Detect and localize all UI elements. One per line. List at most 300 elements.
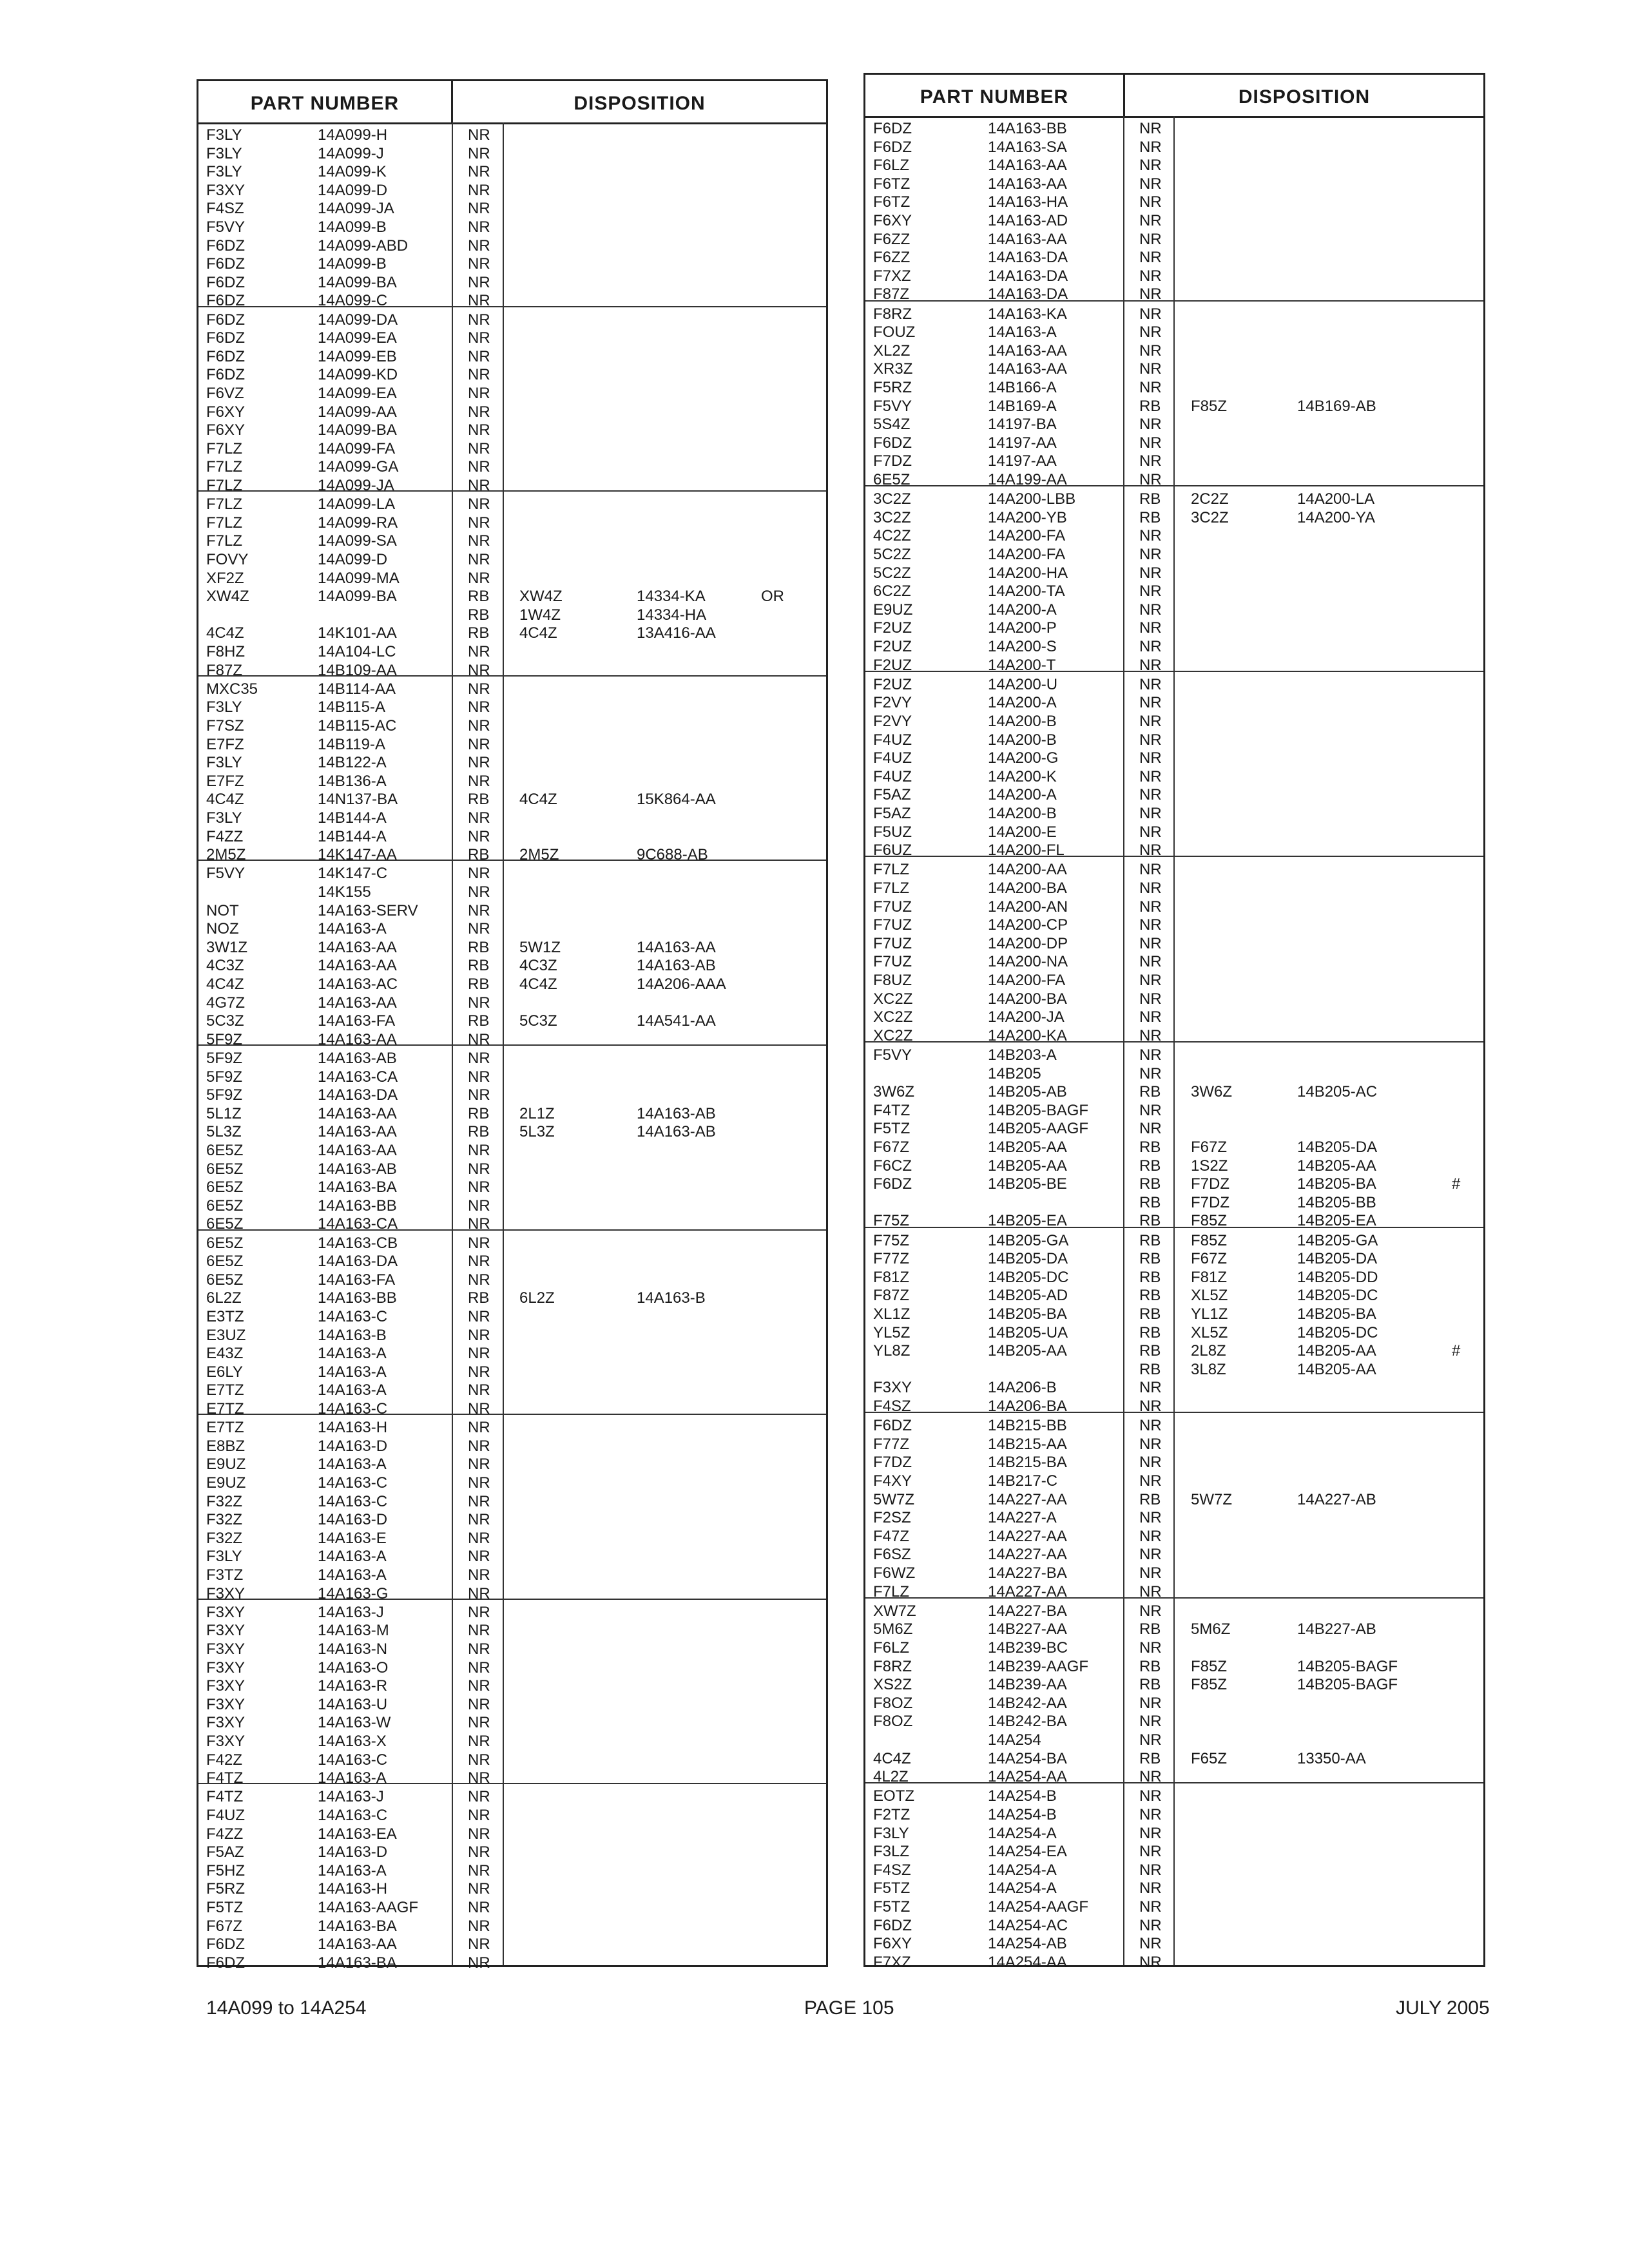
table-row [865,879,1483,898]
row-group [198,307,826,492]
part-number: 14A163-DA [318,1253,398,1271]
row-group [865,857,1483,1043]
disposition-code: NR [1139,545,1162,563]
part-number: 14A099-JA [318,200,394,218]
table-row [865,638,1483,657]
part-number: 14A254-B [988,1805,1057,1823]
table-row [865,1861,1483,1880]
disposition-code: NR [468,1898,490,1916]
disposition-code: NR [468,1677,490,1695]
table-row [865,1564,1483,1583]
part-number: 14A099-BA [318,273,397,291]
part-prefix: XC2Z [873,990,913,1008]
part-prefix: F67Z [873,1139,910,1156]
table-row [198,1622,826,1640]
table-row [198,920,826,939]
part-prefix: 3C2Z [873,490,911,508]
table-row [865,1787,1483,1806]
part-prefix: F3XY [206,1714,246,1732]
disposition-code: NR [468,458,490,476]
disposition-code: RB [1139,1342,1161,1360]
table-row [865,749,1483,768]
part-prefix: F2UZ [873,675,912,693]
disposition-code: NR [468,1843,490,1861]
disposition-code: NR [1139,212,1162,229]
disposition-code: RB [468,1123,490,1141]
table-row [865,1008,1483,1027]
part-prefix: XL2Z [873,341,911,360]
table-row [198,1160,826,1179]
table-row [865,823,1483,842]
part-prefix: F7LZ [873,1582,910,1600]
part-prefix: F3XY [206,1732,246,1750]
row-group [865,116,1483,302]
table-row [198,809,826,828]
part-prefix: NOZ [206,920,239,938]
replacement-prefix: 5C3Z [519,1012,557,1030]
disposition-code: NR [468,1548,490,1566]
table-row [198,458,826,477]
part-number: 14A099-DA [318,311,398,329]
table-row [198,624,826,643]
table-row [198,1880,826,1899]
disposition-code: NR [1139,157,1162,175]
part-prefix: F3LY [206,698,242,716]
part-number: 14A163-AB [318,1050,397,1067]
part-number: 14A200-LBB [988,490,1076,508]
disposition-code: NR [1139,1824,1162,1842]
part-number: 14K101-AA [318,624,397,642]
replacement-number: 14A163-B [637,1289,706,1307]
part-number: 14B205-EA [988,1212,1067,1230]
part-number: 14A163-BA [318,1917,397,1935]
disposition-code: RB [468,975,490,993]
table-row [865,1046,1483,1065]
disposition-code: NR [468,1271,490,1289]
disposition-code: NR [1139,285,1162,303]
part-number: 14A163-FA [318,1012,396,1030]
table-row [198,1086,826,1105]
part-number: 14B205 [988,1064,1041,1082]
table-row [198,126,826,145]
part-prefix: E43Z [206,1345,244,1363]
part-number: 14197-AA [988,452,1057,470]
note: OR [761,588,784,606]
part-number: 14A227-AA [988,1546,1067,1564]
part-prefix: 3C2Z [873,508,911,526]
part-number: 14B115-AC [318,716,397,735]
part-prefix: F3LY [873,1824,909,1842]
part-prefix: F3TZ [206,1566,244,1584]
right-table-header [865,75,1483,118]
table-row [198,532,826,551]
part-number: 14A200-BA [988,879,1067,897]
table-row [198,218,826,237]
part-prefix: F32Z [206,1529,243,1547]
replacement-prefix: 2L8Z [1191,1342,1226,1360]
disposition-code: NR [468,1917,490,1935]
part-number: 14A163-AA [318,957,397,975]
disposition-code: NR [468,1215,490,1233]
part-number: 14A099-AA [318,403,397,421]
disposition-code: RB [468,606,490,624]
part-prefix: F8RZ [873,1657,912,1675]
disposition-code: NR [468,1566,490,1584]
part-prefix: F4TZ [206,1788,244,1806]
disposition-code: NR [1139,786,1162,804]
part-prefix: XC2Z [873,1008,913,1026]
part-number: 14A254-AA [988,1768,1067,1786]
part-prefix: F4UZ [873,731,912,749]
table-row [198,1123,826,1142]
table-row [198,421,826,440]
part-prefix: E7TZ [206,1399,244,1418]
part-number: 14A163-A [318,1381,387,1399]
disposition-code: NR [468,1196,490,1215]
table-row [198,865,826,883]
replacement-number: 14A200-LA [1297,490,1375,508]
row-group [865,672,1483,858]
table-row [198,1050,826,1068]
disposition-code: NR [468,1529,490,1547]
disposition-code: NR [468,1030,490,1048]
part-prefix: 6E5Z [206,1253,244,1271]
table-row [865,546,1483,564]
part-prefix: MXC35 [206,680,258,698]
part-prefix: 4C4Z [873,1749,911,1767]
table-row [198,1068,826,1087]
part-number: 14A254-AB [988,1935,1067,1953]
part-number: 14A163-HA [988,193,1068,211]
table-row [865,1361,1483,1379]
disposition-code: NR [1139,749,1162,767]
disposition-code: NR [1139,1417,1162,1435]
table-row [198,1899,826,1917]
part-prefix: XC2Z [873,1026,913,1044]
part-number: 14A099-LA [318,495,396,514]
table-row [865,1175,1483,1194]
table-row [198,348,826,367]
part-prefix: F2VY [873,712,912,730]
table-row [198,1825,826,1844]
replacement-number: 14B169-AB [1297,397,1376,415]
part-prefix: F7UZ [873,953,912,971]
part-number: 14B205-DC [988,1268,1069,1286]
disposition-code: NR [1139,452,1162,470]
replacement-number: 14334-HA [637,606,707,624]
part-number: 14B203-A [988,1046,1057,1064]
disposition-code: NR [1139,527,1162,545]
part-number: 14A099-SA [318,532,397,550]
part-prefix: F3LY [206,144,242,162]
part-prefix: F7LZ [206,458,243,476]
part-prefix: NOT [206,901,239,919]
table-row [198,1511,826,1530]
replacement-prefix: XL5Z [1191,1323,1228,1341]
disposition-code: NR [1139,916,1162,934]
part-prefix: 3W6Z [873,1083,915,1101]
table-row [198,1308,826,1327]
row-group [198,1415,826,1600]
disposition-code: NR [1139,138,1162,156]
replacement-number: 14A541-AA [637,1012,716,1030]
part-prefix: 6C2Z [873,582,911,601]
part-prefix: F5VY [206,218,246,236]
disposition-code: NR [468,181,490,199]
replacement-prefix: 4C4Z [519,791,557,809]
disposition-code: NR [1139,230,1162,248]
part-number: 14197-BA [988,416,1057,434]
part-number: 14A099-H [318,126,388,144]
disposition-code: RB [468,938,490,956]
replacement-number: 14B205-DC [1297,1287,1378,1305]
disposition-code: NR [1139,861,1162,879]
table-row [865,972,1483,990]
replacement-number: 14B205-DA [1297,1250,1378,1268]
table-row [198,588,826,606]
part-number: 14A163-AB [318,1160,397,1178]
table-row [198,1566,826,1585]
disposition-code: NR [468,366,490,384]
part-prefix: F7UZ [873,916,912,934]
part-prefix: F5RZ [206,1880,245,1898]
table-row [865,861,1483,879]
part-number: 14A163-AA [988,175,1067,193]
disposition-code: NR [1139,267,1162,285]
disposition-code: NR [1139,1731,1162,1749]
disposition-code: NR [1139,582,1162,601]
part-number: 14A163-C [318,1492,388,1510]
part-number: 14A163-BB [988,120,1067,137]
replacement-prefix: 4C4Z [519,975,557,993]
part-number: 14A163-B [318,1326,387,1344]
disposition-code: NR [468,772,490,790]
table-row [198,182,826,200]
replacement-prefix: 2M5Z [519,846,559,864]
disposition-code: NR [1139,1435,1162,1453]
footer-date: JULY 2005 [1396,1997,1490,2019]
table-row [198,1271,826,1290]
replacement-prefix: XL5Z [1191,1287,1228,1305]
part-prefix: F7LZ [873,879,910,897]
part-prefix: 5F9Z [206,1068,243,1086]
disposition-code: NR [1139,1064,1162,1082]
table-row [198,791,826,809]
table-row [865,342,1483,361]
disposition-code: NR [468,920,490,938]
part-number: 14B205-AD [988,1287,1068,1305]
part-number: 14A163-DA [988,285,1068,303]
part-number: 14A099-GA [318,458,399,476]
part-prefix: F8OZ [873,1713,913,1731]
table-row [865,1676,1483,1695]
part-prefix: F7XZ [873,267,911,285]
part-prefix: F7LZ [206,532,243,550]
disposition-code: NR [1139,1953,1162,1971]
part-prefix: E7TZ [206,1381,244,1399]
part-number: 14A163-D [318,1843,388,1861]
part-number: 14A200-AA [988,861,1067,879]
left-parts-table [197,79,828,1972]
disposition-code: NR [1139,470,1162,488]
replacement-number: 14B227-AB [1297,1620,1376,1639]
part-number: 14A163-EA [318,1825,397,1843]
disposition-code: RB [1139,397,1161,415]
part-number: 14A200-G [988,749,1059,767]
part-prefix: F6DZ [873,1417,912,1435]
replacement-number: 14B205-DD [1297,1268,1378,1286]
table-row [865,1491,1483,1510]
disposition-code: NR [468,1511,490,1529]
part-number: 14B136-A [318,772,387,790]
replacement-number: 9C688-AB [637,846,708,864]
part-prefix: F5VY [206,865,246,883]
disposition-code: NR [468,642,490,660]
part-prefix: F6UZ [873,841,912,860]
replacement-prefix: F67Z [1191,1139,1228,1156]
part-number: 14A163-A [318,1345,387,1363]
disposition-code: NR [1139,675,1162,693]
part-number: 14A200-A [988,601,1057,619]
part-number: 14A163-A [318,1566,387,1584]
part-number: 14B205-AA [988,1342,1067,1360]
part-number: 14A163-N [318,1640,388,1658]
part-prefix: 6E5Z [206,1160,244,1178]
part-prefix: F6DZ [206,1936,245,1954]
replacement-prefix: 3L8Z [1191,1360,1226,1378]
disposition-code: RB [1139,1360,1161,1378]
disposition-code: NR [468,1086,490,1104]
part-number: 14A163-AA [318,1142,397,1159]
part-prefix: 4C3Z [206,957,244,975]
replacement-prefix: 4C3Z [519,957,557,975]
disposition-code: RB [1139,1250,1161,1268]
row-group [198,1784,826,1972]
disposition-code: NR [468,661,490,679]
disposition-code: NR [468,901,490,919]
disposition-code: NR [1139,1454,1162,1472]
part-prefix: F7LZ [206,514,243,532]
disposition-code: RB [1139,1268,1161,1286]
table-row [198,163,826,182]
disposition-code: NR [468,311,490,329]
table-row [865,935,1483,954]
part-number: 14A099-EB [318,347,397,365]
table-row [865,1528,1483,1546]
part-prefix: 4L2Z [873,1768,909,1786]
table-row [865,1436,1483,1454]
disposition-code: NR [468,384,490,402]
replacement-number: 14A163-AB [637,1123,716,1141]
part-number: 14A200-P [988,619,1057,637]
replacement-prefix: 2L1Z [519,1104,555,1122]
disposition-code: NR [1139,341,1162,360]
table-row [198,1751,826,1770]
part-prefix: 5C2Z [873,564,911,582]
part-number: 14B122-A [318,754,387,772]
table-row [865,990,1483,1009]
disposition-code: NR [468,680,490,698]
part-number: 14A200-A [988,694,1057,712]
table-row [865,1806,1483,1825]
table-row [198,1178,826,1197]
part-prefix: E7TZ [206,1419,244,1437]
disposition-code: NR [468,1603,490,1621]
part-prefix: 6E5Z [206,1215,244,1233]
table-row [198,1936,826,1954]
part-number: 14B205-UA [988,1323,1068,1341]
row-group [198,1046,826,1231]
part-number: 14B109-AA [318,661,397,679]
table-row [865,1139,1483,1157]
disposition-code: NR [468,1160,490,1178]
part-prefix: E3TZ [206,1307,244,1325]
part-prefix: F4XY [873,1472,912,1490]
part-number: 14A200-BA [988,990,1067,1008]
table-row [198,717,826,736]
part-prefix: F6DZ [206,1954,245,1972]
part-number: 14A254-AC [988,1916,1068,1934]
part-prefix: 5M6Z [873,1620,913,1639]
row-group [865,1599,1483,1784]
disposition-code: NR [1139,175,1162,193]
disposition-code: RB [1139,1490,1161,1508]
row-group [198,122,826,310]
table-row [198,1733,826,1751]
row-group [198,677,826,864]
row-group [198,1600,826,1785]
part-number: 14A163-W [318,1714,391,1732]
disposition-code: NR [468,1142,490,1159]
disposition-code: RB [1139,1676,1161,1694]
part-prefix: F4UZ [206,1806,245,1824]
disposition-code: NR [1139,1509,1162,1527]
note: # [1452,1175,1461,1193]
disposition-code: NR [1139,898,1162,916]
part-prefix: 6E5Z [206,1234,244,1252]
replacement-prefix: F85Z [1191,1657,1228,1675]
table-row [198,495,826,514]
table-row [198,440,826,459]
disposition-code: NR [468,1622,490,1640]
table-row [865,898,1483,917]
part-number: 14A163-J [318,1788,384,1806]
replacement-number: 14A206-AAA [637,975,726,993]
disposition-code: NR [1139,1861,1162,1879]
disposition-code: NR [468,1640,490,1658]
replacement-number: 14B205-BB [1297,1193,1376,1211]
table-row [865,1102,1483,1120]
disposition-code: NR [468,329,490,347]
disposition-code: RB [468,624,490,642]
disposition-code: NR [468,1695,490,1713]
part-prefix: F32Z [206,1511,243,1529]
part-number: 14A200-FA [988,527,1066,545]
table-row [198,828,826,847]
part-prefix: F8UZ [873,971,912,989]
part-number: 14B239-BC [988,1639,1068,1657]
disposition-code: NR [1139,249,1162,267]
part-prefix: 5L1Z [206,1104,242,1122]
table-row [198,1474,826,1493]
part-number: 14A163-KA [988,305,1067,323]
disposition-code: NR [468,439,490,457]
table-row [865,1157,1483,1176]
table-row [865,805,1483,823]
part-number: 14A163-G [318,1584,389,1602]
table-row [865,1454,1483,1472]
disposition-code: NR [1139,712,1162,730]
